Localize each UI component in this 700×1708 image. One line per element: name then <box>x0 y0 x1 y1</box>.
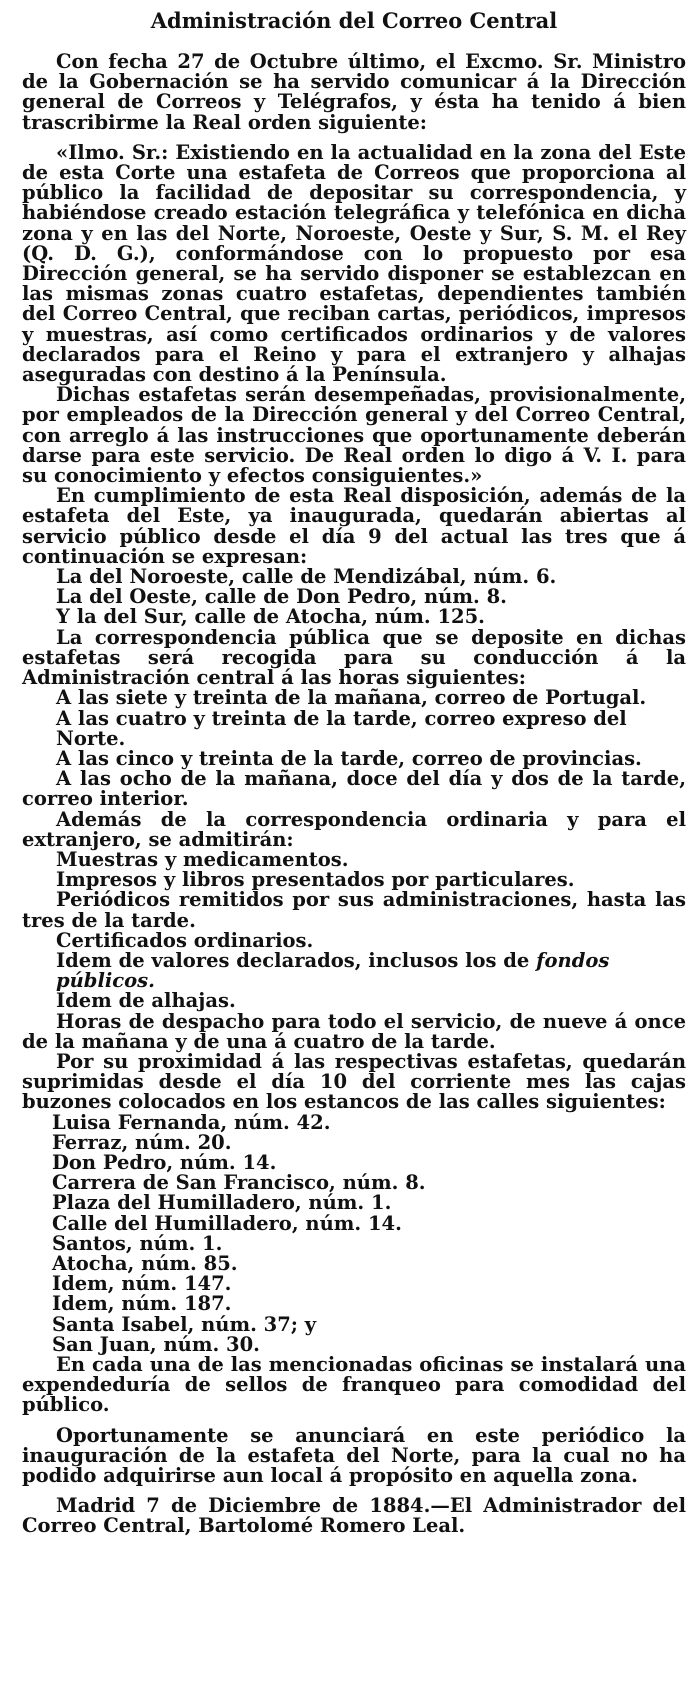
estafeta-item: La del Noroeste, calle de Mendizábal, núm. 6. <box>56 565 557 589</box>
calle-item: Ferraz, núm. 20. <box>52 1130 232 1154</box>
alhajas-item: Idem de alhajas. <box>56 989 236 1013</box>
valores-italic-text: fondos públicos. <box>56 948 610 993</box>
estafeta-item: Y la del Sur, calle de Atocha, núm. 125. <box>56 605 485 629</box>
admitiran-paragraph: Además de la correspondencia ordinaria y para el extranjero, se admitirán: <box>22 807 686 851</box>
hora-item: A las cinco y treinta de la tarde, correo de provincias. <box>56 746 642 770</box>
oportunamente-paragraph: Oportunamente se anunciará en este periódico la inauguración de la estafeta del Norte, para la cual no ha podido adquirirse aun local á propósito en aquella zona. <box>22 1423 686 1488</box>
calle-item: Santos, núm. 1. <box>52 1231 223 1255</box>
calle-item: Santa Isabel, núm. 37; y <box>52 1312 317 1336</box>
valores-item <box>22 948 686 993</box>
calle-item: Atocha, núm. 85. <box>52 1251 238 1275</box>
hora-interior-paragraph: A las ocho de la mañana, doce del día y dos de la tarde, correo interior. <box>22 767 686 811</box>
admitido-item: Muestras y medicamentos. <box>56 847 349 871</box>
admitido-item: Impresos y libros presentados por particulares. <box>56 868 575 892</box>
calle-item: Idem, núm. 187. <box>52 1292 232 1316</box>
calle-item: Calle del Humilladero, núm. 14. <box>52 1211 402 1235</box>
signature-paragraph: Madrid 7 de Diciembre de 1884.—El Administrador del Correo Central, Bartolomé Romero Leal. <box>22 1494 686 1538</box>
calle-item: Luisa Fernanda, núm. 42. <box>52 1110 331 1134</box>
real-orden-paragraph: Dichas estafetas serán desempeñadas, provisionalmente, por empleados de la Dirección general y del Correo Central, con arreglo á las instrucciones que oportunamente deberán darse para este servicio. De Real orden lo digo á V. I. para su conocimiento y efectos consiguientes.» <box>22 383 686 488</box>
calle-item: Don Pedro, núm. 14. <box>52 1150 277 1174</box>
valores-text: Idem de valores declarados, inclusos los de <box>56 948 537 972</box>
cumplimiento-paragraph: En cumplimiento de esta Real disposición, además de la estafeta del Este, ya inaugurada, quedarán abiertas al servicio público desde el día 9 del actual las tres que á continuación se expresan: <box>22 484 686 568</box>
proximidad-paragraph: Por su proximidad á las respectivas estafetas, quedarán suprimidas desde el día 10 del corriente mes las cajas buzones colocados en los estancos de las calles siguientes: <box>22 1049 686 1114</box>
calle-item: Idem, núm. 147. <box>52 1272 232 1296</box>
recogida-paragraph: La correspondencia pública que se deposite en dichas estafetas será recogida para su conducción á la Administración central á las horas siguientes: <box>22 625 686 690</box>
calle-item: San Juan, núm. 30. <box>52 1332 260 1356</box>
calle-item: Plaza del Humilladero, núm. 1. <box>52 1191 392 1215</box>
certificados-item: Certificados ordinarios. <box>56 928 314 952</box>
calle-item: Carrera de San Francisco, núm. 8. <box>52 1171 426 1195</box>
hora-item: A las cuatro y treinta de la tarde, correo expreso del Norte. <box>56 706 627 750</box>
page-title: Administración del Correo Central <box>150 8 558 33</box>
estafeta-item: La del Oeste, calle de Don Pedro, núm. 8. <box>56 585 507 609</box>
hora-item: A las siete y treinta de la mañana, correo de Portugal. <box>56 686 647 710</box>
expendeduria-paragraph: En cada una de las mencionadas oficinas se instalará una expendeduría de sellos de franqueo para comodidad del público. <box>22 1353 686 1417</box>
horas-despacho-paragraph: Horas de despacho para todo el servicio, de nueve á once de la mañana y de una á cuatro de la tarde. <box>22 1009 686 1053</box>
real-orden-paragraph: «Ilmo. Sr.: Existiendo en la actualidad en la zona del Este de esta Corte una estafeta de Correos que proporciona al público la facilidad de depositar su correspondencia, y habiéndose creado estación telegráfica y telefónica en dicha zona y en las del Norte, Noroeste, Oeste y Sur, S. M. el Rey (Q. D. G.), conformándose con lo propuesto por esa Dirección general, se ha servido disponer se establezcan en las mismas zonas cuatro estafetas, dependientes también del Correo Central, que reciban cartas, periódicos, impresos y muestras, así como certificados ordinarios y de valores declarados para el Reino y para el extranjero y alhajas aseguradas con destino á la Península. <box>22 140 686 387</box>
intro-paragraph: Con fecha 27 de Octubre último, el Excmo. Sr. Ministro de la Gobernación se ha servido comunicar á la Dirección general de Correos y Telégrafos, y ésta ha tenido á bien trascribirme la Real orden siguiente: <box>22 50 686 134</box>
periodicos-paragraph: Periódicos remitidos por sus administraciones, hasta las tres de la tarde. <box>22 888 686 932</box>
